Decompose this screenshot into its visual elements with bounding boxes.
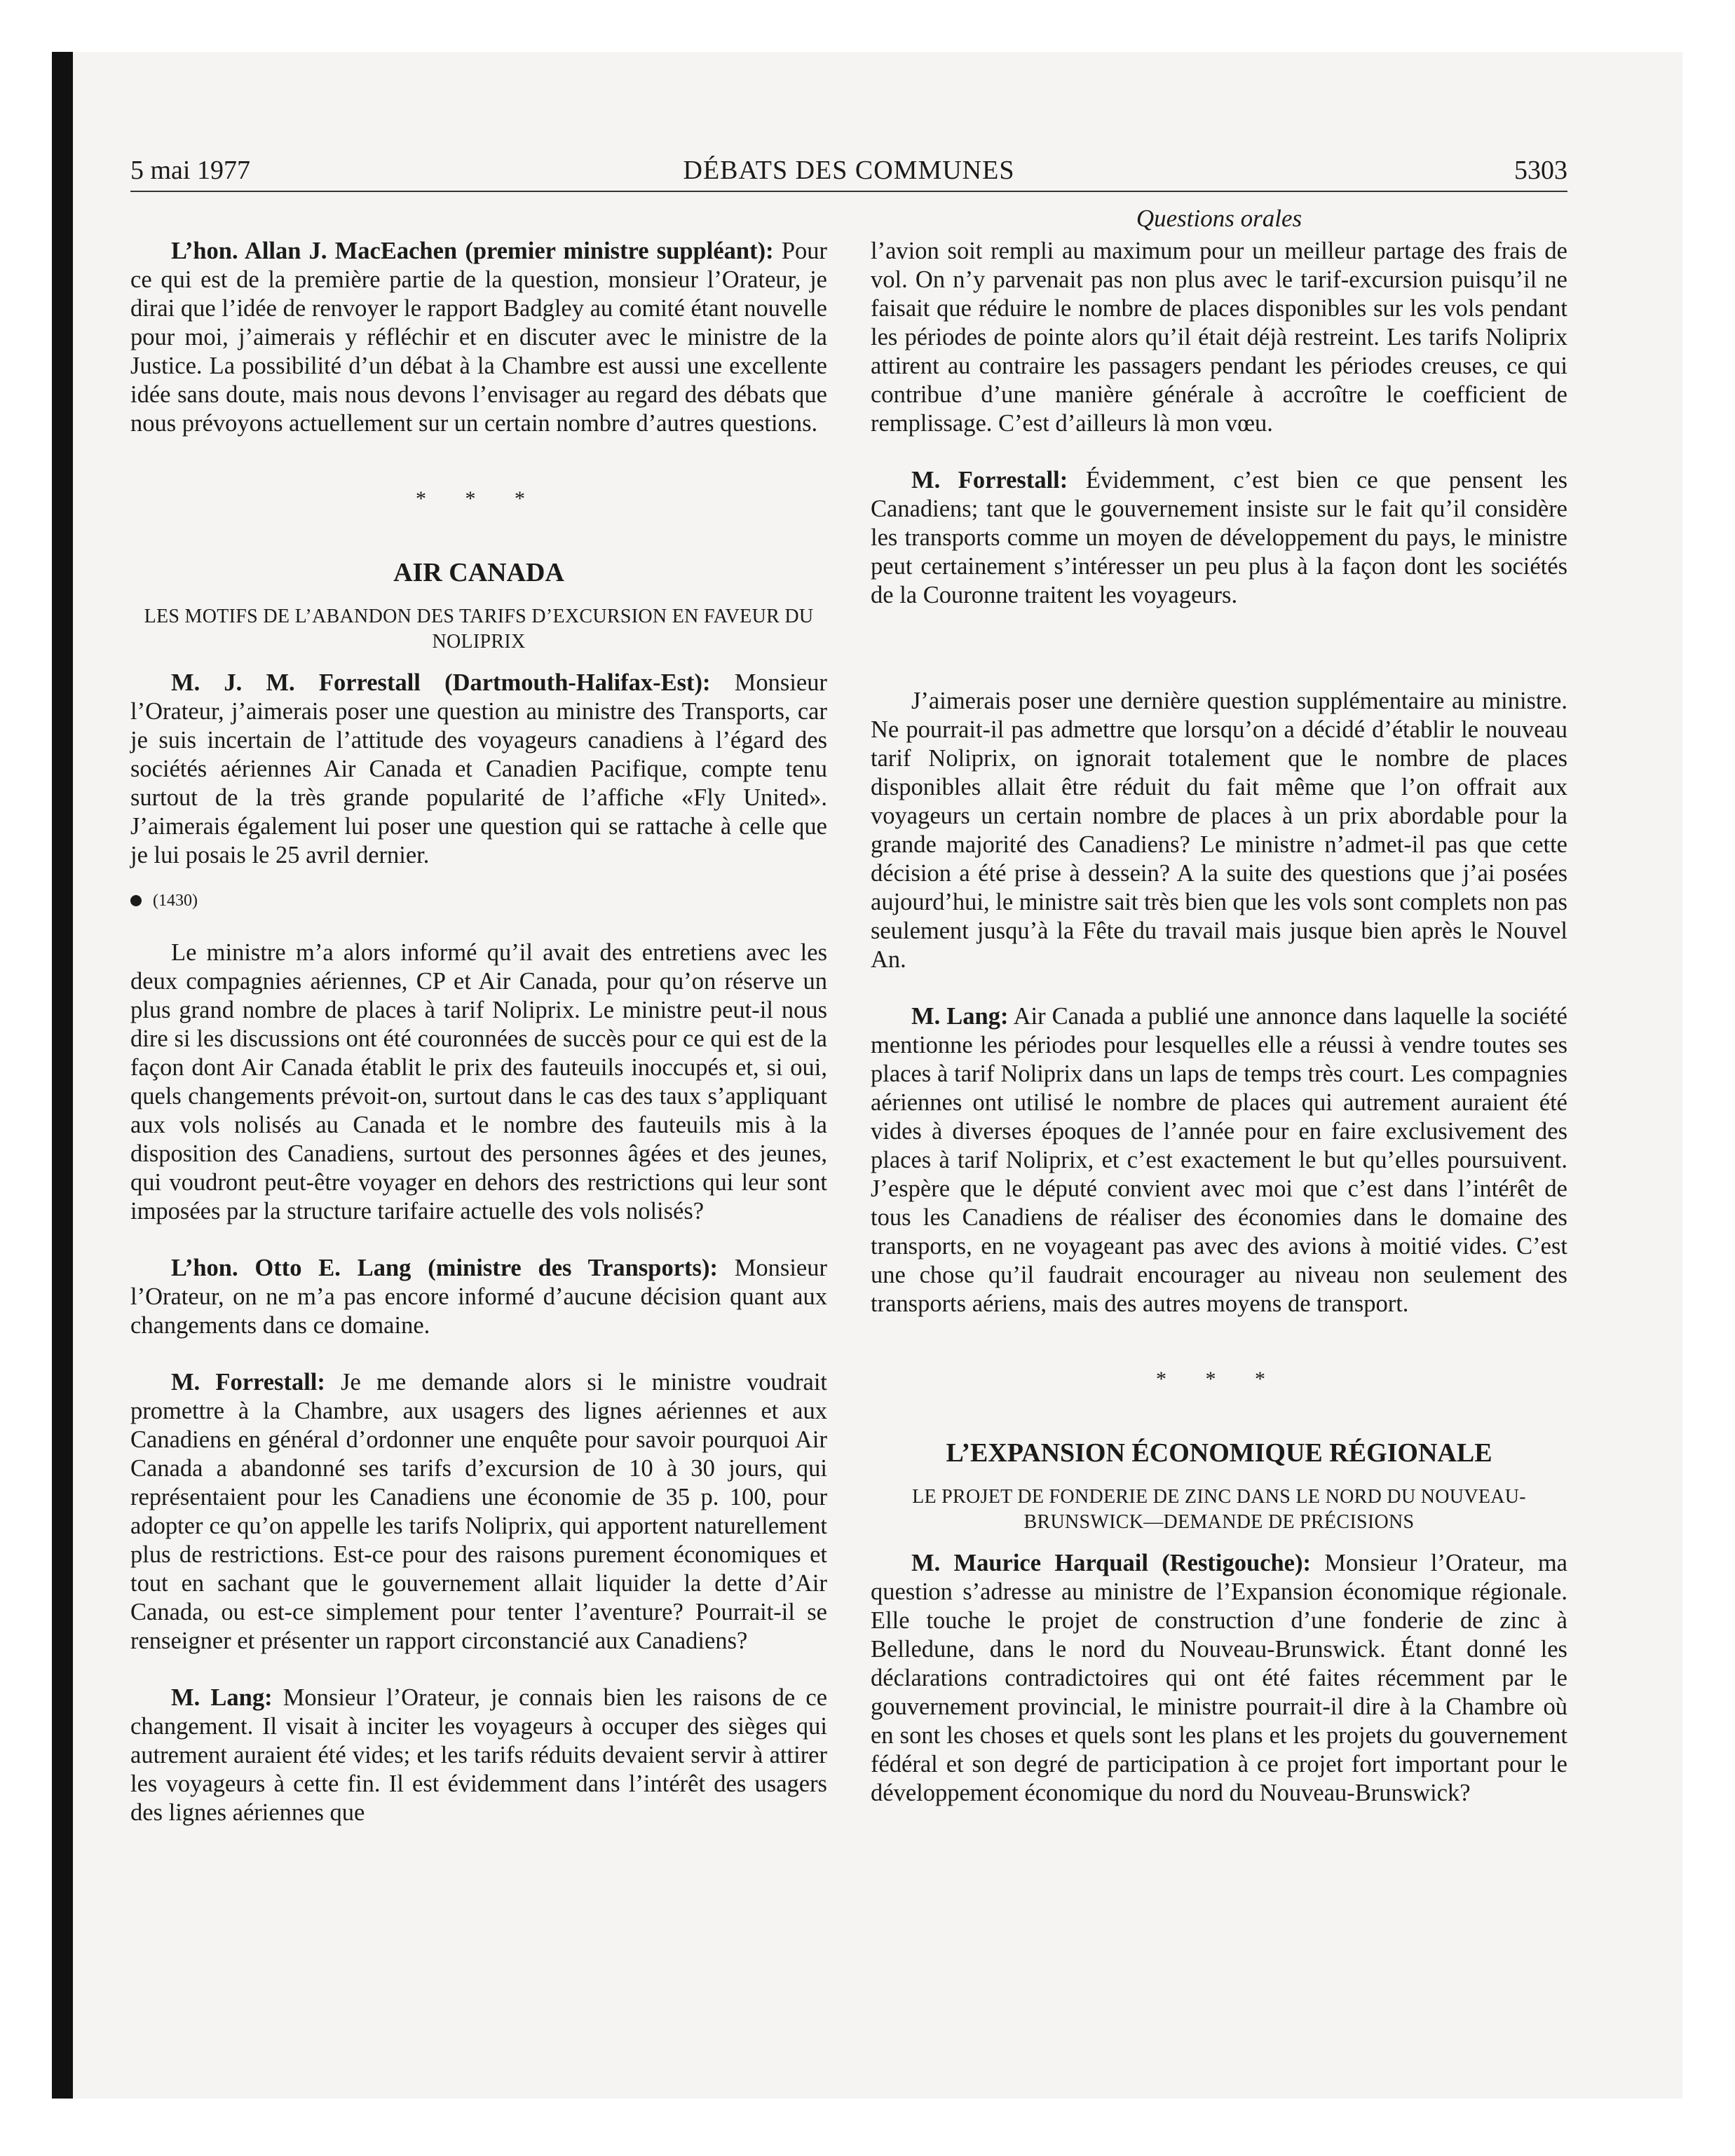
speaker-name: M. Lang:	[171, 1684, 273, 1711]
paragraph-maceachen	[130, 237, 827, 438]
paragraph-lang-2	[130, 1684, 827, 1827]
paragraph-forrestall-5: J’aimerais poser une dernière question supplémentaire au ministre. Ne pourrait-il pas admettre que lorsqu’on a décidé d’établir le nouveau tarif Noliprix, on ignorait totalement que le nombre de places disponibles allait être réduit du fait même que l’on offrait aux voyageurs un certain nombre de places à un prix abordable pour la grande majorité des Canadiens? Le ministre n’admet-il pas que cette décision a été prise à dessein? A la suite des questions que j’ai posées aujourd’hui, le ministre sait très bien que les vols sont complets non pas seulement jusqu’à la Fête du travail mais jusque bien après le Nouvel An.	[871, 688, 1567, 973]
paragraph-text: Monsieur l’Orateur, on ne m’a pas encore informé d’aucune décision quant aux changements dans ce domaine.	[130, 1255, 827, 1339]
paragraph-lang-continued: l’avion soit rempli au maximum pour un meilleur partage des frais de vol. On n’y parvenait pas non plus avec le tarif-excursion puisqu’il ne faisait que réduire le nombre de places disponibles sur les vols pendant les périodes de pointe alors qu’il était déjà restreint. Les tarifs Noliprix attirent au contraire les passagers pendant les périodes creuses, ce qui contribue d’une manière générale à accroître le coefficient de remplissage. C’est d’ailleurs là mon vœu.	[871, 238, 1567, 437]
scan-binding-edge	[52, 52, 73, 2099]
paragraph-forrestall-4	[871, 466, 1567, 610]
paragraph-lang-3	[871, 1002, 1567, 1318]
header-date: 5 mai 1977	[130, 156, 250, 185]
section-separator: * * *	[1156, 1367, 1282, 1391]
section-subtitle: LE PROJET DE FONDERIE DE ZINC DANS LE NORD DU NOUVEAU-BRUNSWICK—DEMANDE DE PRÉCISIONS	[912, 1486, 1526, 1533]
right-column	[871, 237, 1567, 1808]
paragraph-forrestall-2: Le ministre m’a alors informé qu’il avait des entretiens avec les deux compagnies aériennes, CP et Air Canada, pour qu’on réserve un plus grand nombre de places à tarif Noliprix. Le ministre peut-il nous dire si les discussions ont été couronnées de succès pour ce qui est de la façon dont Air Canada établit le prix des fauteuils inoccupés et, si oui, quels changements prévoit-on, surtout dans le cas des taux s’appliquant aux vols nolisés au Canada et le nombre des fauteuils mis à la disposition des Canadiens, surtout des personnes âgées et des jeunes, qui voudront peut-être voyager en dehors des restrictions qui leur sont imposées par la structure tarifaire actuelle des vols nolisés?	[130, 939, 827, 1224]
header-rule	[130, 191, 1567, 192]
paragraph-harquail	[871, 1549, 1567, 1808]
running-header	[130, 150, 1567, 191]
time-marker	[130, 889, 827, 912]
paragraph-text: Je me demande alors si le ministre voudrait promettre à la Chambre, aux usagers des lignes aériennes et aux Canadiens en général d’ordonner une enquête pour savoir pourquoi Air Canada a abandonné ses tarifs d’excursion de 10 à 30 jours, qui représentaient pour les Canadiens une économie de 35 p. 100, pour adopter ce qu’on appelle les tarifs Noliprix, qui apportent naturellement plus de restrictions. Est-ce pour des raisons purement économiques et tout en sachant que le gouvernement allait liquider la dette d’Air Canada, ou est-ce simplement pour tenter l’aventure? Pourrait-il se renseigner et présenter un rapport circonstancié aux Canadiens?	[130, 1369, 827, 1654]
scan-top-margin	[0, 0, 1735, 52]
speaker-name: L’hon. Otto E. Lang (ministre des Transports):	[171, 1255, 718, 1281]
paragraph-text: Monsieur l’Orateur, j’aimerais poser une question au ministre des Transports, car je suis incertain de l’attitude des voyageurs canadiens à l’égard des sociétés aériennes Air Canada et Canadien Pacifique, compte tenu surtout de la très grande popularité de l’affiche «Fly United». J’aimerais également lui poser une question qui se rattache à celle que je lui posais le 25 avril dernier.	[130, 669, 827, 868]
paragraph-text: Air Canada a publié une annonce dans laquelle la société mentionne les périodes pour lesquelles elle a réussi à vendre toutes ses places à tarif Noliprix dans un laps de temps très court. Les compagnies aériennes ont utilisé le nombre de places qui autrement auraient été vides à diverses époques de l’année pour en faire exclusivement des places à tarif Noliprix, et c’est exactement le but qu’elles poursuivent. J’espère que le député convient avec moi que c’est dans l’intérêt de tous les Canadiens de réaliser des économies dans le domaine des transports, en ne voyageant pas avec des avions à moitié vides. C’est une chose qu’il faudrait encourager au niveau non seulement des transports aériens, mais des autres moyens de transport.	[871, 1003, 1567, 1317]
section-separator: * * *	[416, 487, 542, 510]
section-subtitle: LES MOTIFS DE L’ABANDON DES TARIFS D’EXCURSION EN FAVEUR DU NOLIPRIX	[144, 606, 814, 653]
paragraph-forrestall-1	[130, 669, 827, 870]
section-title-air-canada: AIR CANADA	[393, 558, 564, 587]
speaker-name: M. J. M. Forrestall (Dartmouth-Halifax-Est):	[171, 669, 711, 696]
speaker-name: M. Forrestall:	[171, 1369, 325, 1396]
bullet-icon	[130, 895, 142, 906]
paragraph-lang-1	[130, 1254, 827, 1340]
header-title: DÉBATS DES COMMUNES	[683, 156, 1015, 185]
time-marker-text: (1430)	[153, 892, 198, 910]
speaker-name: M. Maurice Harquail (Restigouche):	[911, 1550, 1311, 1576]
speaker-name: M. Forrestall:	[911, 467, 1068, 493]
section-title-expansion: L’EXPANSION ÉCONOMIQUE RÉGIONALE	[946, 1438, 1492, 1468]
paragraph-text: Pour ce qui est de la première partie de la question, monsieur l’Orateur, je dirai que l’idée de renvoyer le rapport Badgley au comité étant nouvelle pour moi, j’aimerais y réfléchir et en discuter avec le ministre de la Justice. La possibilité d’un débat à la Chambre est aussi une excellente idée sans doute, mais nous devons l’envisager au regard des débats que nous prévoyons actuellement sur un certain nombre d’autres questions.	[130, 238, 827, 437]
paragraph-text: Monsieur l’Orateur, je connais bien les raisons de ce changement. Il visait à inciter les voyageurs à occuper des sièges qui autrement auraient été vides; et les tarifs réduits devaient servir à attirer les voyageurs à cette fin. Il est évidemment dans l’intérêt des usagers des lignes aériennes que	[130, 1684, 828, 1826]
header-page-number: 5303	[1514, 156, 1567, 185]
paragraph-forrestall-3	[130, 1368, 827, 1656]
paragraph-text: Évidemment, c’est bien ce que pensent les Canadiens; tant que le gouvernement insiste sur le fait qu’il considère les transports comme un moyen de développement du pays, le ministre peut certainement s’intéresser un peu plus à la façon dont les sociétés de la Couronne traitent les voyageurs.	[871, 467, 1567, 608]
left-column	[130, 237, 827, 1827]
speaker-name: L’hon. Allan J. MacEachen (premier ministre suppléant):	[171, 238, 774, 264]
speaker-name: M. Lang:	[911, 1003, 1009, 1030]
paragraph-text: Monsieur l’Orateur, ma question s’adresse au ministre de l’Expansion économique régionale. Elle touche le projet de construction d’une fonderie de zinc à Belledune, dans le nord du Nouveau-Brunswick. Étant donné les déclarations contradictoires qui ont été faites récemment par le gouvernement provincial, le ministre pourrait-il dire à la Chambre où en sont les choses et quels sont les plans et les projets du gouvernement fédéral et son degré de participation à ce projet fort important pour le développement économique du nord du Nouveau-Brunswick?	[871, 1550, 1567, 1806]
right-column-heading: Questions orales	[1136, 205, 1302, 232]
